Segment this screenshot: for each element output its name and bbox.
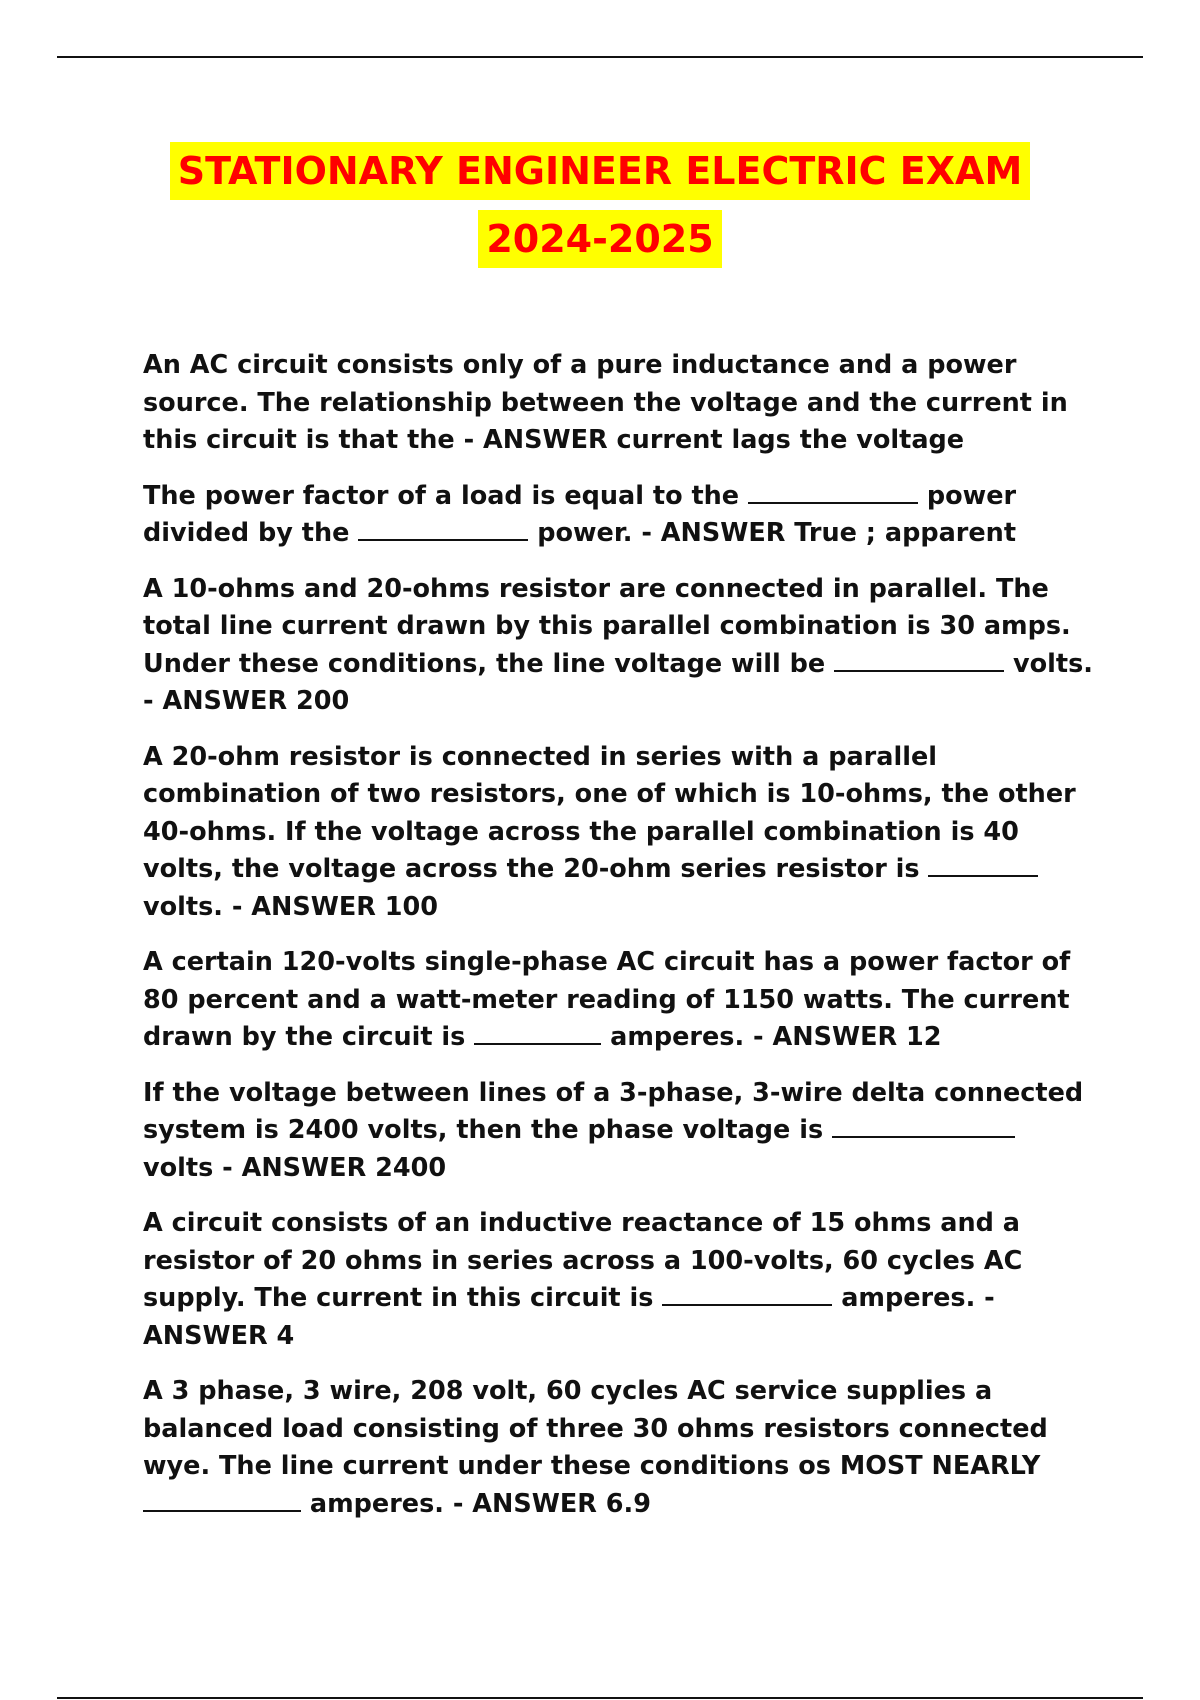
question-text: A certain 120-volts single-phase AC circuit has a power factor of 80 percent and a watt-meter reading of 1150 watts. The current drawn by the circuit is [143, 947, 1071, 1052]
question-item-6 [143, 1075, 1093, 1188]
question-text: amperes. - ANSWER 4 [143, 1283, 995, 1351]
question-item-5 [143, 944, 1093, 1057]
answer-blank [832, 1114, 1015, 1138]
title-line-1: STATIONARY ENGINEER ELECTRIC EXAM [170, 142, 1031, 200]
top-rule [57, 56, 1143, 58]
answer-blank [474, 1021, 601, 1045]
question-item-8 [143, 1373, 1093, 1523]
question-item-4 [143, 739, 1093, 927]
answer-blank [834, 648, 1004, 672]
question-item-3 [143, 571, 1093, 721]
question-text: power divided by the [143, 480, 1017, 548]
answer-blank [748, 480, 918, 504]
answer-blank [143, 1488, 301, 1512]
question-text: amperes. - ANSWER 6.9 [309, 1488, 651, 1519]
answer-blank [358, 517, 528, 541]
question-text: volts - ANSWER 2400 [143, 1152, 447, 1183]
answer-blank [928, 853, 1038, 877]
answer-blank [662, 1282, 832, 1306]
question-text: A circuit consists of an inductive reactance of 15 ohms and a resistor of 20 ohms in series across a 100-volts, 60 cycles AC supply. The current in this circuit is [143, 1208, 1023, 1313]
question-text: An AC circuit consists only of a pure inductance and a power source. The relationship between the voltage and the current in this circuit is that the - ANSWER current lags the voltage [143, 350, 1068, 455]
question-item-2 [143, 478, 1093, 553]
question-text: volts. - ANSWER 200 [143, 648, 1093, 716]
title-line-2: 2024-2025 [478, 210, 721, 268]
question-text: power. - ANSWER True ; apparent [537, 518, 1017, 548]
question-text: A 3 phase, 3 wire, 208 volt, 60 cycles AC service supplies a balanced load consisting of three 30 ohms resistors connected wye. The line current under these conditions os MOST NEARLY [143, 1376, 1048, 1481]
bottom-rule [57, 1697, 1143, 1699]
question-text: amperes. - ANSWER 12 [610, 1022, 942, 1052]
question-list [143, 347, 1093, 1541]
document-title [0, 142, 1200, 274]
question-text: If the voltage between lines of a 3-phase, 3-wire delta connected system is 2400 volts, then the phase voltage is [143, 1077, 1084, 1145]
question-item-1 [143, 347, 1093, 460]
question-text: volts. - ANSWER 100 [143, 891, 439, 922]
question-text: A 20-ohm resistor is connected in series with a parallel combination of two resistors, one of which is 10-ohms, the other 40-ohms. If the voltage across the parallel combination is 40 volts, the voltage across the 20-ohm series resistor is [143, 741, 1076, 884]
question-text: The power factor of a load is equal to the [143, 480, 740, 511]
question-text: A 10-ohms and 20-ohms resistor are connected in parallel. The total line current drawn by this parallel combination is 30 amps. Under these conditions, the line voltage will be [143, 573, 1071, 679]
question-item-7 [143, 1205, 1093, 1355]
